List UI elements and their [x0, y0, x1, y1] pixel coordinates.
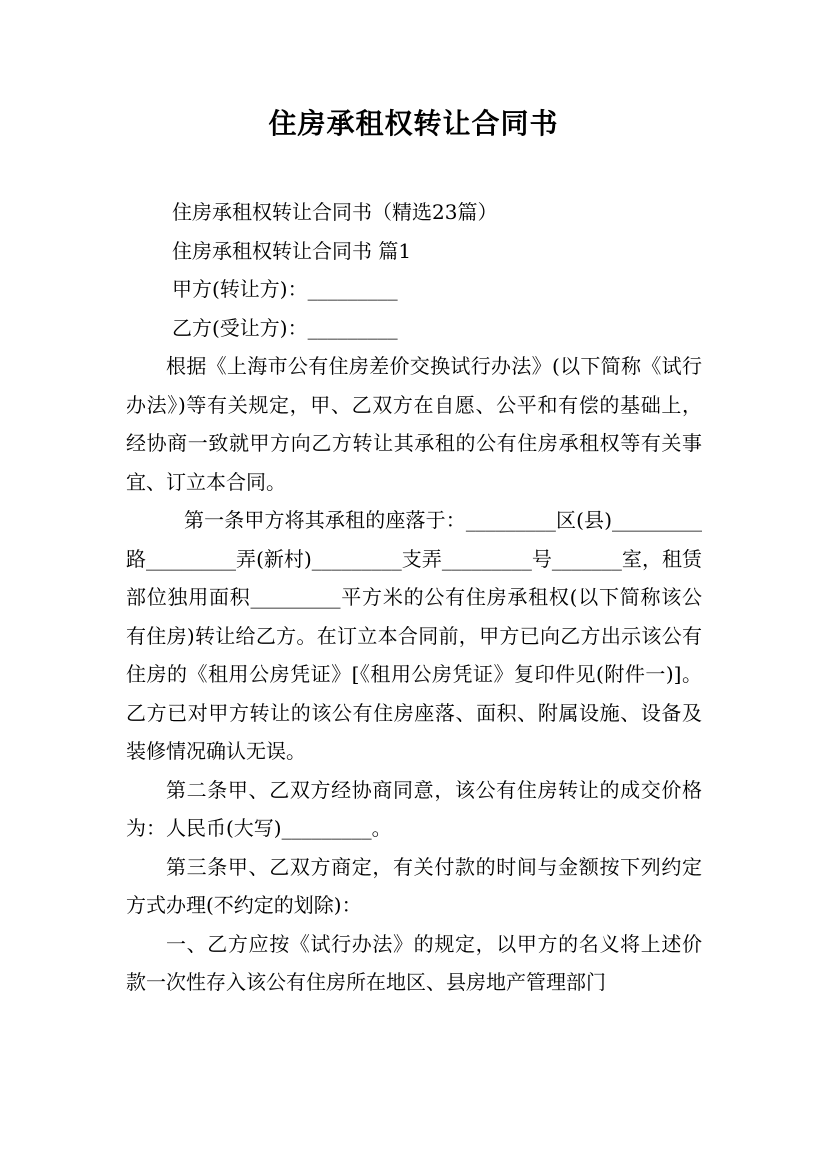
- document-title: 住房承租权转让合同书: [268, 107, 559, 140]
- paragraph-subtitle: 住房承租权转让合同书（精选23篇）: [172, 200, 498, 224]
- paragraph-section-heading: 住房承租权转让合同书 篇1: [172, 238, 412, 263]
- paragraph-item-1: 一、乙方应按《试行办法》的规定，以甲方的名义将上述价款一次性存入该公有住房所在地区、县房地产管理部门: [126, 931, 702, 994]
- document-body: [126, 193, 702, 1002]
- paragraph-party-b: 乙方(受让方)：_________: [172, 315, 398, 340]
- paragraph-party-a: 甲方(转让方)：_________: [172, 277, 398, 301]
- paragraph-preamble: 根据《上海市公有住房差价交换试行办法》(以下简称《试行办法》)等有关规定，甲、乙双方在自愿、公平和有偿的基础上，经协商一致就甲方向乙方转让其承租的公有住房承租权等有关事宜、订立本合同。: [126, 354, 702, 494]
- paragraph-article-3: 第三条甲、乙双方商定，有关付款的时间与金额按下列约定方式办理(不约定的划除)：: [126, 854, 702, 917]
- paragraph-article-1: 第一条甲方将其承租的座落于：_________区(县)_________路_________弄(新村)_________支弄_________号_______室，租赁部位独用面积_________平方米的公有住房承租权(以下简称该公有住房)转让给乙方。在订立本合同前，甲方已向乙方出示该公有住房的《租用公房凭证》[《租用公房凭证》复印件见(附件一)]。乙方已对甲方转让的该公有住房座落、面积、附属设施、设备及装修情况确认无误。: [126, 508, 702, 763]
- paragraph-article-2: 第二条甲、乙双方经协商同意，该公有住房转让的成交价格为：人民币(大写)_________。: [126, 777, 702, 840]
